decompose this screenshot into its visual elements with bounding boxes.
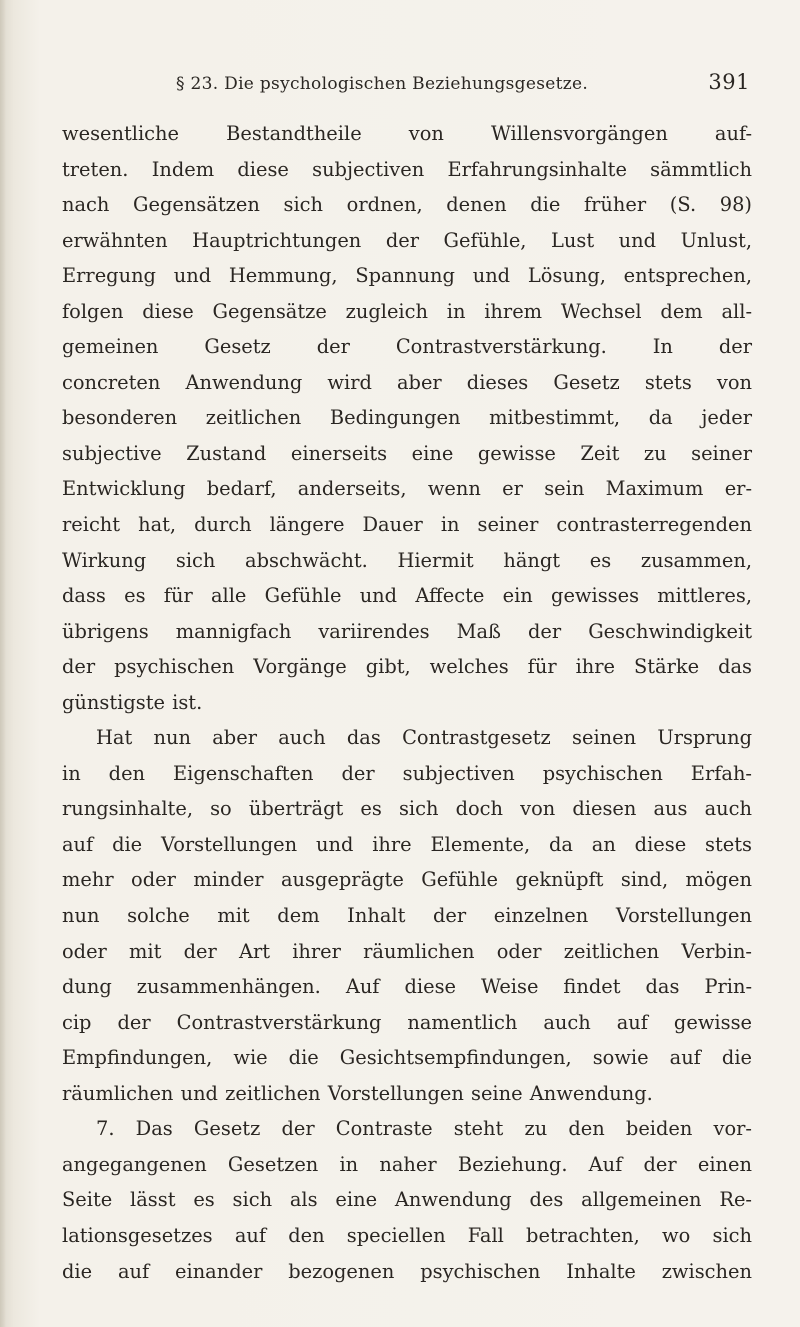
- text-line: Empfindungen, wie die Gesichtsempfindungen, sowie auf die: [62, 1046, 752, 1070]
- text-line: 7. Das Gesetz der Contraste steht zu den beiden vor-: [96, 1117, 752, 1141]
- text-line: dass es für alle Gefühle und Affecte ein gewisses mittleres,: [62, 584, 752, 608]
- text-line: concreten Anwendung wird aber dieses Gesetz stets von: [62, 370, 752, 394]
- text-line: lationsgesetzes auf den speciellen Fall betrachten, wo sich: [62, 1223, 752, 1247]
- text-line: die auf einander bezogenen psychischen Inhalte zwischen: [62, 1259, 752, 1283]
- text-line: übrigens mannigfach variirendes Maß der Geschwindigkeit: [62, 619, 752, 643]
- text-line: treten. Indem diese subjectiven Erfahrungsinhalte sämmtlich: [62, 157, 752, 181]
- text-line: wesentliche Bestandtheile von Willensvorgängen auf-: [62, 122, 752, 145]
- text-line: in den Eigenschaften der subjectiven psychischen Erfah-: [62, 761, 752, 785]
- text-line: auf die Vorstellungen und ihre Elemente, da an diese stets: [62, 832, 752, 856]
- text-line: besonderen zeitlichen Bedingungen mitbestimmt, da jeder: [62, 406, 752, 430]
- text-line: Entwicklung bedarf, anderseits, wenn er sein Maximum er-: [62, 477, 752, 501]
- text-line: folgen diese Gegensätze zugleich in ihrem Wechsel dem all-: [62, 299, 752, 323]
- text-line: rungsinhalte, so überträgt es sich doch von diesen aus auch: [62, 797, 752, 821]
- text-line: Wirkung sich abschwächt. Hiermit hängt es zusammen,: [62, 548, 752, 572]
- text-line: Hat nun aber auch das Contrastgesetz seinen Ursprung: [96, 726, 752, 750]
- text-line: cip der Contrastverstärkung namentlich auch auf gewisse: [62, 1010, 752, 1034]
- page-number: 391: [708, 70, 750, 94]
- text-line: günstigste ist.: [62, 690, 203, 714]
- text-line: angegangenen Gesetzen in naher Beziehung. Auf der einen: [62, 1152, 752, 1176]
- text-line: mehr oder minder ausgeprägte Gefühle geknüpft sind, mögen: [62, 868, 752, 892]
- text-line: der psychischen Vorgänge gibt, welches für ihre Stärke das: [62, 655, 752, 679]
- running-title: § 23. Die psychologischen Beziehungsgesetze.: [176, 74, 589, 94]
- text-line: reicht hat, durch längere Dauer in seiner contrasterregenden: [62, 513, 752, 537]
- running-head: [70, 70, 750, 100]
- text-line: nun solche mit dem Inhalt der einzelnen Vorstellungen: [62, 904, 752, 928]
- text-line: erwähnten Hauptrichtungen der Gefühle, Lust und Unlust,: [62, 228, 752, 252]
- text-line: Seite lässt es sich als eine Anwendung des allgemeinen Re-: [62, 1188, 752, 1212]
- text-line: gemeinen Gesetz der Contrastverstärkung. In der: [62, 335, 752, 359]
- text-line: räumlichen und zeitlichen Vorstellungen seine Anwendung.: [62, 1081, 653, 1105]
- text-line: oder mit der Art ihrer räumlichen oder zeitlichen Verbin-: [62, 939, 752, 963]
- page-edge-shadow: [0, 0, 6, 1327]
- text-line: nach Gegensätzen sich ordnen, denen die früher (S. 98): [62, 193, 752, 217]
- text-line: Erregung und Hemmung, Spannung und Lösung, entsprechen,: [62, 264, 752, 288]
- text-line: subjective Zustand einerseits eine gewisse Zeit zu seiner: [62, 441, 752, 465]
- text-line: dung zusammenhängen. Auf diese Weise findet das Prin-: [62, 975, 752, 999]
- body-text: [62, 116, 752, 1289]
